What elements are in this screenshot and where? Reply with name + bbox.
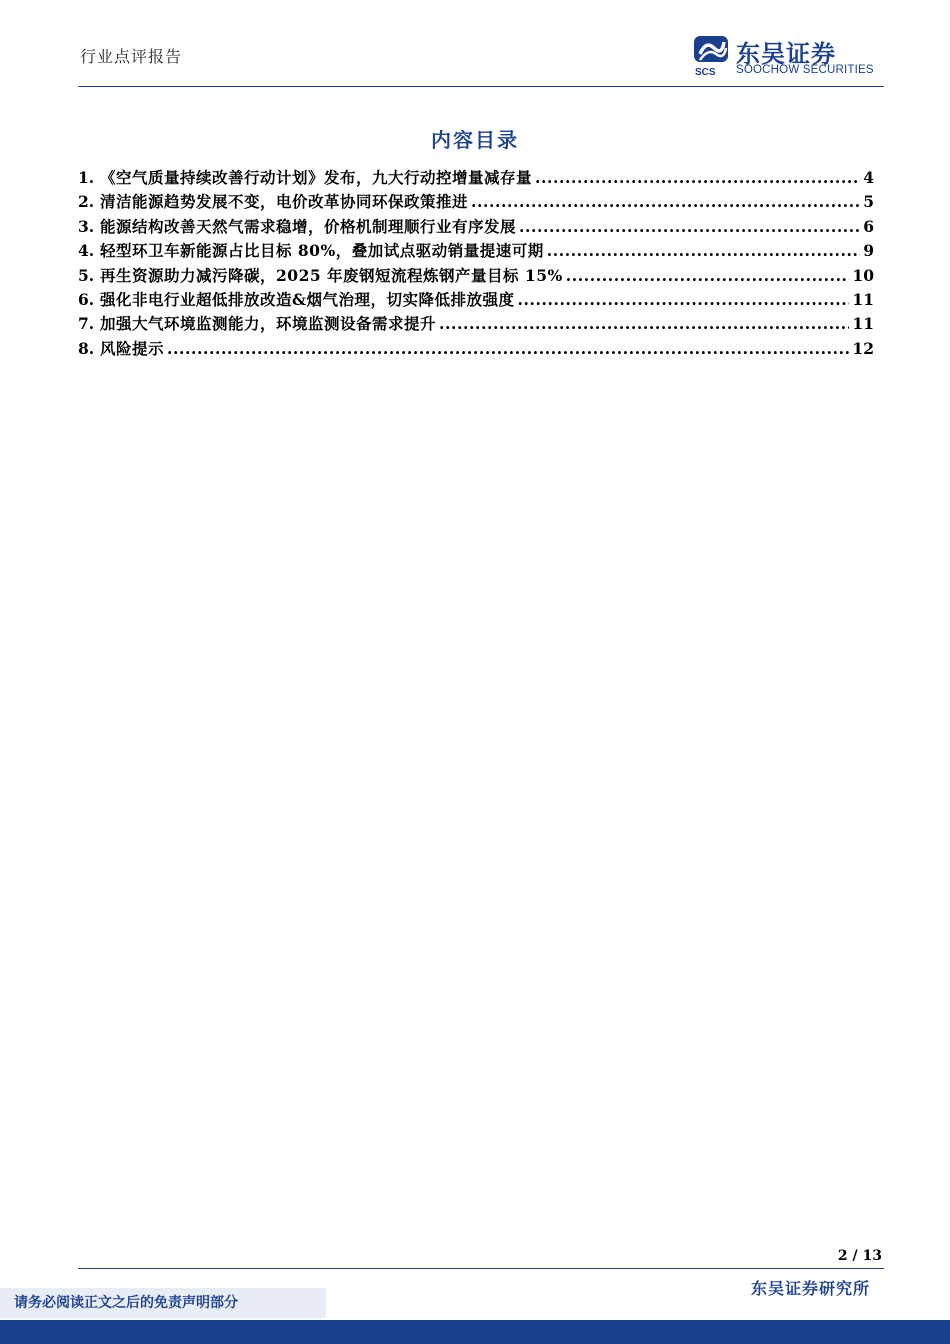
toc-entry-page: 12: [852, 338, 874, 358]
toc-entry-title: 加强大气环境监测能力，环境监测设备需求提升: [100, 314, 437, 334]
svg-text:SCS: SCS: [695, 67, 716, 78]
brand-logo: [692, 34, 882, 78]
page-indicator: 2 / 13: [837, 1248, 882, 1264]
footer-bar: [0, 1320, 950, 1344]
toc-entry[interactable]: [78, 337, 874, 361]
logo-name-cn: 东吴证券: [736, 40, 836, 68]
toc-entry-number: 5.: [78, 265, 95, 285]
toc-dot-leader: [547, 239, 861, 263]
toc-dot-leader: [471, 190, 860, 214]
toc-entry[interactable]: [78, 288, 874, 312]
toc-entry-title: 风险提示: [100, 338, 165, 358]
toc-entry-page: 11: [852, 289, 874, 309]
report-category: 行业点评报告: [80, 47, 183, 66]
toc-entry-number: 6.: [78, 289, 95, 309]
toc-entry-number: 4.: [78, 241, 95, 261]
toc-entry-title: 强化非电行业超低排放改造&烟气治理，切实降低排放强度: [100, 289, 515, 309]
toc-entry-number: 8.: [78, 338, 95, 358]
toc-entry[interactable]: [78, 166, 874, 190]
toc-entry[interactable]: [78, 215, 874, 239]
toc-entry-page: 10: [852, 265, 874, 285]
toc-entry[interactable]: [78, 264, 874, 288]
toc-dot-leader: [566, 264, 850, 288]
toc-title: 内容目录: [431, 128, 519, 152]
toc-entry-title: 能源结构改善天然气需求稳增，价格机制理顺行业有序发展: [100, 216, 517, 236]
toc-entry[interactable]: [78, 312, 874, 336]
toc-dot-leader: [519, 215, 860, 239]
toc-entry-title: 再生资源助力减污降碳，2025 年废钢短流程炼钢产量目标 15%: [100, 265, 563, 285]
toc-entry-number: 2.: [78, 192, 95, 212]
logo-name-en: SOOCHOW SECURITIES: [736, 64, 874, 76]
toc-entry-page: 9: [863, 241, 874, 261]
footer-divider: [78, 1268, 884, 1269]
toc-entry-title: 清洁能源趋势发展不变，电价改革协同环保政策推进: [100, 192, 469, 212]
toc-entry-number: 1.: [78, 168, 95, 187]
header-divider: [78, 86, 884, 87]
toc-entry[interactable]: [78, 190, 874, 214]
toc-entry-title: 轻型环卫车新能源占比目标 80%，叠加试点驱动销量提速可期: [100, 241, 544, 261]
table-of-contents: [78, 166, 874, 361]
toc-entry-title: 《空气质量持续改善行动计划》发布，九大行动控增量减存量: [100, 168, 533, 187]
soochow-logo-icon: [692, 34, 732, 78]
disclaimer-notice: 请务必阅读正文之后的免责声明部分: [0, 1288, 326, 1318]
toc-entry-page: 4: [863, 168, 874, 187]
toc-entry-page: 5: [863, 192, 874, 212]
toc-entry-page: 11: [852, 314, 874, 334]
toc-dot-leader: [439, 312, 849, 336]
toc-entry[interactable]: [78, 239, 874, 263]
toc-entry-page: 6: [863, 216, 874, 236]
toc-dot-leader: [535, 166, 860, 190]
toc-dot-leader: [518, 288, 850, 312]
toc-dot-leader: [167, 337, 849, 361]
toc-entry-number: 3.: [78, 216, 95, 236]
toc-entry-number: 7.: [78, 314, 95, 334]
institute-name: 东吴证券研究所: [750, 1279, 870, 1298]
